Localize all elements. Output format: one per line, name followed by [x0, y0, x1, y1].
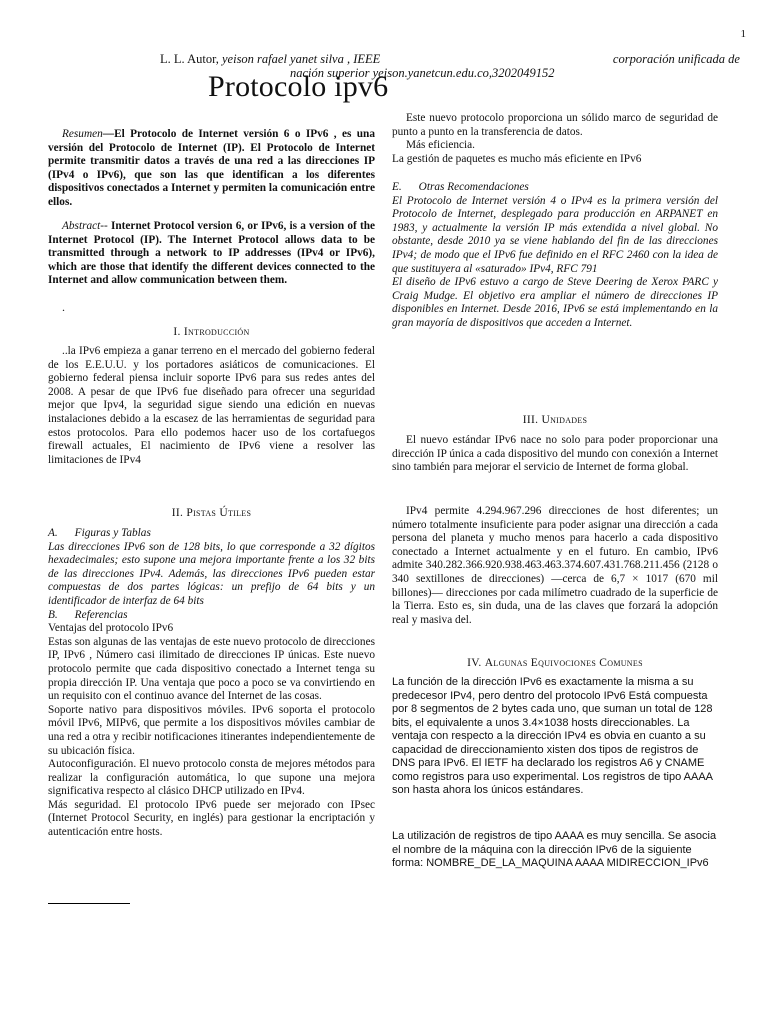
footnote-rule [48, 903, 130, 904]
section-3-number: III. [522, 414, 539, 426]
resumen [48, 128, 375, 210]
author-line [160, 52, 740, 66]
section-4-title: Algunas Equivociones Comunes [484, 657, 643, 669]
section-2-number: II. [171, 507, 184, 519]
intro-paragraph [48, 345, 375, 467]
section-1-title: Introducción [183, 326, 250, 338]
section-2-body [48, 527, 375, 840]
stray-dot: . [62, 300, 65, 314]
section-2-heading [48, 507, 375, 519]
abstract-label: Abstract-- [62, 220, 108, 232]
author-prefix: L. L. Autor, [160, 52, 219, 66]
resumen-label: Resumen [62, 128, 103, 140]
ventajas-p2: Soporte nativo para dispositivos móviles. IPv6 soporta el protocolo móvil IPv6, MIPv6, que permite a los dispositivos móviles cambiar de una red a otra y recibir notificaciones itinerantes independientemente de su ubicación física. [48, 703, 375, 757]
affiliation: corporación unificada de [612, 52, 740, 66]
subsection-b: B. Referencias [48, 608, 128, 621]
equivociones-p2-block [392, 830, 718, 871]
intro-text: ..la IPv6 empieza a ganar terreno en el mercado del gobierno federal de los E.E.U.U. y los portadores asiáticos de comunicaciones. El gobierno federal piensa incluir soporte IPv6 para sus redes antes del 2008. A pesar de que IPv6 fue diseñado para ofrecer una seguridad mejor que Ipv4, la seguridad sigue siendo una edición en nuevas instalaciones debido a la escasez de las herramientas de seguridad para estos protocolos. Para ello podemos hacer uso de los cortafuegos firewall actuales, El nacimiento de IPv6 viene a resolver las limitaciones de IPv4 [48, 345, 375, 466]
resumen-text: —El Protocolo de Internet versión 6 o IPv6 , es una versión del Protocolo de Internet (IP). El Protocolo de Internet permite transmitir datos a través de una red a las direcciones IP (IPv4 o IPv6), que son las que identifican a los diferentes dispositivos conectados a Internet y permiten la comunicación entre ellos. [48, 128, 375, 208]
recomendaciones-p1: El Protocolo de Internet versión 4 o IPv4 es la primera versión del Protocolo de Internet, desplegado para producción en ARPANET en 1983, y actualmente la versión IP más extendida a nivel global. No obstante, desde 2010 ya se viene hablando del fin de las direcciones IPv4; de modo que el IPv6 fue definido en el RFC 2460 con la idea de que sustituyera al «saturado» IPv4, RFC 791 [392, 194, 718, 275]
abstract [48, 220, 375, 288]
figures-text: Las direcciones IPv6 son de 128 bits, lo que corresponde a 32 dígitos hexadecimales; esto supone una mejora importante frente a los 32 bits de las direcciones IPv4. Además, las direcciones IPv6 pueden estar compuestas de dos partes lógicas: un prefijo de 64 bits y un identificador de interfaz de 64 bits [48, 540, 375, 607]
ventajas-p1: Estas son algunas de las ventajas de este nuevo protocolo de direcciones IP, IPv6 , Número casi ilimitado de direcciones IP únicas. Este nuevo protocolo permite que cada dispositivo conectado a Internet tenga su propia dirección IP. Una ventaja que poco a poco se va convirtiendo en un requisito con el continuo avance del Internet de las cosas. [48, 635, 375, 703]
unidades-p2: IPv4 permite 4.294.967.296 direcciones de host diferentes; un número totalmente insuficiente para poder asignar una dirección a cada persona del planeta y mucho menos para hacerlo a cada dispositivo conectado a Internet actualmente y en el futuro. En cambio, IPv6 admite 340.282.366.920.938.463.463.374.607.431.768.211.456 (2128 o 340 sextillones de direcciones) —cerca de 6,7 × 1017 (670 mil billones)— direcciones por cada milímetro cuadrado de la superficie de la Tierra. Esto es, sin duda, una de las claves que forzará la adopción real y masiva del. [392, 505, 718, 626]
section-3-heading [392, 414, 718, 426]
page-number: 1 [740, 28, 746, 40]
ventajas-p4: Más seguridad. El protocolo IPv6 puede ser mejorado con IPsec (Internet Protocol Security, en inglés) para gestionar la encriptación y autenticación entre hosts. [48, 798, 375, 839]
ventajas-p3: Autoconfiguración. El nuevo protocolo consta de mejores métodos para realizar la configuración automática, lo que supone una mejora significativa respecto al clásico DHCP utilizado en IPv4. [48, 758, 375, 798]
section-4-number: IV. [467, 657, 482, 669]
right-p2: Más eficiencia. [406, 139, 476, 152]
section-2-title: Pistas Útiles [186, 507, 252, 519]
subsection-e-block [392, 181, 718, 331]
section-1-number: I. [173, 326, 181, 338]
subsection-e: E. Otras Recomendaciones [392, 181, 529, 193]
unidades-p1-block [392, 434, 718, 475]
equivociones-p1: La función de la dirección IPv6 es exactamente la misma a su predecesor IPv4, pero dentro del protocolo IPv6 Está compuesta por 8 segmentos de 2 bytes cada uno, que suman un total de 128 bits, el equivalente a unos 3.4×1038 hosts direccionables. La ventaja con respecto a la dirección IPv4 es obvia en cuanto a su capacidad de direccionamiento xisten dos tipos de registros de DNS para IPv6. El IETF ha declarado los registros A6 y CNAME como registros para uso experimental. Los registros de tipo AAAA son hasta ahora los únicos estándares. [392, 676, 713, 796]
author-name: yeison rafael yanet silva , IEEE [222, 52, 381, 66]
unidades-p2-block [392, 505, 718, 627]
recomendaciones-p2: El diseño de IPv6 estuvo a cargo de Steve Deering de Xerox PARC y Craig Mudge. El objetivo era ampliar el número de direcciones IP disponibles en Internet. Desde 2016, IPv6 se está implementando en la gran mayoría de dispositivos que acceden a Internet. [392, 276, 718, 329]
right-p3: La gestión de paquetes es mucho más eficiente en IPv6 [392, 152, 642, 165]
unidades-p1: El nuevo estándar IPv6 nace no solo para poder proporcionar una dirección IP única a cada dispositivo del mundo con conexión a Internet sino también para mejorar el servicio de Internet de forma global. [392, 434, 718, 474]
abstract-text: Internet Protocol version 6, or IPv6, is a version of the Internet Protocol (IP). The Internet Protocol allows data to be transmitted through a network to IP addresses (IPv4 or IPv6), which are those that identify the different devices connected to the Internet and allow communication between them. [48, 220, 375, 287]
subsection-a: A. Figuras y Tablas [48, 527, 151, 539]
affiliation-continued: nación superior yeison.yanetcun.edu.co,3202049152 [290, 66, 555, 80]
ventajas-heading: Ventajas del protocolo IPv6 [48, 622, 174, 635]
section-1-heading [48, 326, 375, 338]
section-4-heading [392, 657, 718, 669]
paper-title: Protocolo ipv6 [208, 70, 389, 103]
equivociones-p1-block [392, 676, 718, 798]
right-p1: Este nuevo protocolo proporciona un sólido marco de seguridad de punto a punto en la transferencia de datos. [392, 112, 718, 138]
right-top-block [392, 112, 718, 166]
section-3-title: Unidades [541, 414, 588, 426]
equivociones-p2: La utilización de registros de tipo AAAA es muy sencilla. Se asocia el nombre de la máquina con la dirección IPv6 de la siguiente forma: NOMBRE_DE_LA_MAQUINA AAAA MIDIRECCION_IPv6 [392, 830, 717, 869]
